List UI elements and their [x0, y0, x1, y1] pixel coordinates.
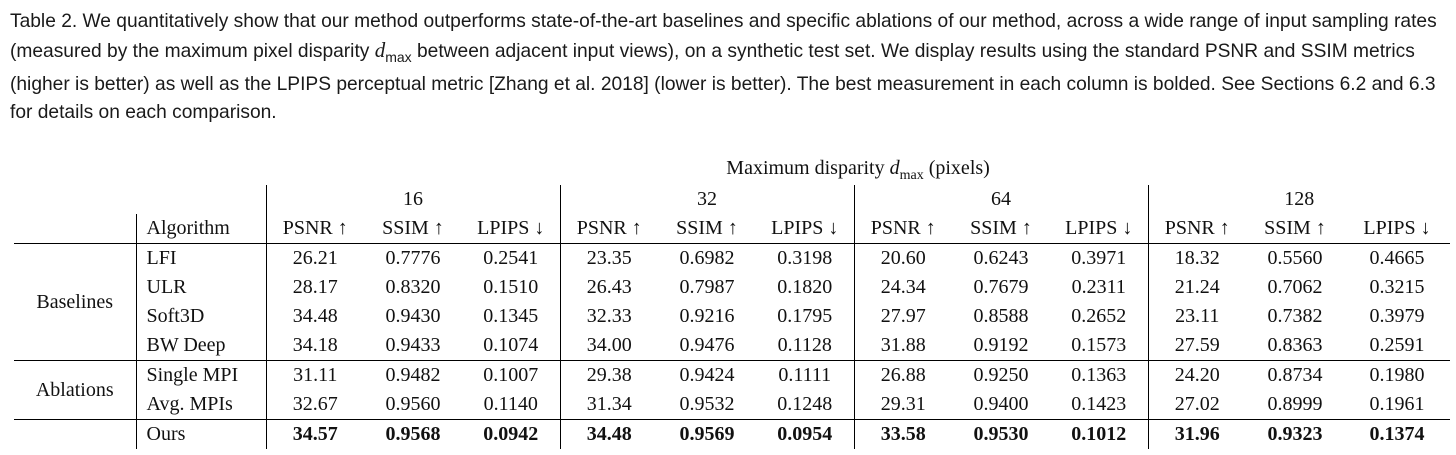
table-row — [14, 390, 1450, 420]
value-cell: 0.5560 — [1246, 244, 1344, 274]
best-value: 0.1012 — [1071, 423, 1127, 445]
metric-header: SSIM ↑ — [382, 217, 444, 239]
value-cell — [756, 420, 854, 450]
value-cell: 0.1074 — [483, 334, 539, 356]
value-cell: 0.1248 — [777, 393, 833, 415]
best-value: 0.9569 — [679, 423, 735, 445]
value-cell: 0.1345 — [483, 305, 539, 327]
value-cell — [1148, 420, 1246, 450]
value-cell: 24.34 — [854, 273, 952, 302]
super-header-sub: max — [899, 168, 924, 183]
value-cell: 0.9424 — [658, 361, 756, 391]
value-cell: 0.1128 — [777, 334, 832, 356]
value-cell: 0.1795 — [777, 305, 833, 327]
super-header-var: d — [889, 157, 900, 179]
value-cell: 0.2541 — [462, 244, 560, 274]
value-cell: 0.4665 — [1344, 244, 1450, 274]
best-value: 0.9323 — [1267, 423, 1323, 445]
value-cell: 0.9192 — [973, 334, 1029, 356]
metric-header: SSIM ↑ — [970, 217, 1032, 239]
value-cell: 0.9216 — [679, 305, 735, 327]
value-cell: 0.8363 — [1267, 334, 1323, 356]
metric-header: LPIPS ↓ — [477, 217, 545, 239]
group-label-ablations: Ablations — [14, 361, 136, 420]
value-cell: 0.1820 — [777, 276, 833, 298]
best-value: 0.0942 — [483, 423, 539, 445]
best-value: 0.1374 — [1369, 423, 1425, 445]
metric-header: LPIPS ↓ — [1065, 217, 1133, 239]
value-cell: 0.1980 — [1344, 361, 1450, 391]
table-row — [14, 244, 1450, 274]
value-cell — [952, 420, 1050, 450]
best-value: 33.58 — [880, 423, 926, 445]
caption-dmax-sub: max — [385, 48, 412, 65]
value-cell: 31.11 — [266, 361, 364, 391]
value-cell: 0.3215 — [1369, 276, 1425, 298]
super-header — [266, 156, 1450, 185]
value-cell: 0.7776 — [364, 244, 462, 274]
table-caption — [10, 8, 1450, 127]
algorithm-cell: Avg. MPIs — [136, 390, 266, 420]
best-value: 34.48 — [586, 423, 632, 445]
value-cell: 0.9430 — [385, 305, 441, 327]
value-cell: 23.11 — [1148, 302, 1246, 331]
value-cell — [658, 420, 756, 450]
best-value: 0.0954 — [777, 423, 833, 445]
value-cell: 0.6243 — [952, 244, 1050, 274]
value-cell: 23.35 — [560, 244, 658, 274]
value-cell: 27.59 — [1148, 331, 1246, 361]
metric-header: SSIM ↑ — [1264, 217, 1326, 239]
results-table-wrap — [14, 156, 1448, 449]
value-cell: 0.1140 — [483, 393, 538, 415]
value-cell — [266, 420, 364, 450]
results-table — [14, 156, 1450, 449]
value-cell: 0.1961 — [1369, 393, 1425, 415]
value-cell: 26.43 — [560, 273, 658, 302]
metric-header-row — [14, 214, 1450, 244]
algorithm-cell: BW Deep — [136, 331, 266, 361]
value-cell — [560, 420, 658, 450]
value-cell: 0.8999 — [1267, 393, 1323, 415]
group-label-baselines: Baselines — [14, 244, 136, 361]
value-cell: 0.1510 — [483, 276, 539, 298]
value-cell: 20.60 — [854, 244, 952, 274]
group-label-empty — [14, 420, 136, 450]
table-row — [14, 331, 1450, 361]
value-cell: 18.32 — [1148, 244, 1246, 274]
metric-header: SSIM ↑ — [676, 217, 738, 239]
value-cell: 0.7382 — [1267, 305, 1323, 327]
value-cell: 27.02 — [1148, 390, 1246, 420]
best-value: 0.9568 — [385, 423, 441, 445]
table-body — [14, 244, 1450, 450]
value-cell: 0.9433 — [385, 334, 441, 356]
value-cell: 26.21 — [266, 244, 364, 274]
algorithm-cell: ULR — [136, 273, 266, 302]
value-cell: 0.9476 — [679, 334, 735, 356]
algorithm-cell: Ours — [136, 420, 266, 450]
value-cell: 0.9482 — [364, 361, 462, 391]
super-header-suffix: (pixels) — [923, 157, 990, 179]
value-cell: 0.1111 — [756, 361, 854, 391]
value-cell: 0.3979 — [1369, 305, 1425, 327]
value-cell: 0.7987 — [679, 276, 735, 298]
disparity-header-row — [14, 185, 1450, 214]
best-value: 31.96 — [1174, 423, 1220, 445]
value-cell: 0.9560 — [385, 393, 441, 415]
value-cell: 0.2311 — [1071, 276, 1126, 298]
table-row — [14, 361, 1450, 391]
metric-header: PSNR ↑ — [854, 214, 952, 244]
value-cell — [1050, 420, 1148, 450]
super-header-prefix: Maximum disparity — [726, 157, 890, 179]
value-cell: 0.7679 — [973, 276, 1029, 298]
metric-header: PSNR ↑ — [266, 214, 364, 244]
value-cell: 0.8588 — [973, 305, 1029, 327]
value-cell — [1246, 420, 1344, 450]
caption-text-1: Table 2. We quantitatively show that our method outperforms state-of-the-art baselines and specific ablations of our method, across a wide range of input sampling rates (measured by the maximum pixel disparity — [10, 11, 1437, 62]
algorithm-cell: LFI — [136, 244, 266, 274]
value-cell: 0.1363 — [1050, 361, 1148, 391]
disparity-128: 128 — [1148, 185, 1450, 214]
value-cell: 31.34 — [560, 390, 658, 420]
value-cell: 32.67 — [266, 390, 364, 420]
value-cell: 24.20 — [1148, 361, 1246, 391]
value-cell: 0.9532 — [679, 393, 735, 415]
disparity-32: 32 — [560, 185, 854, 214]
table-row — [14, 273, 1450, 302]
value-cell: 0.6982 — [658, 244, 756, 274]
metric-header: PSNR ↑ — [560, 214, 658, 244]
value-cell — [1344, 420, 1450, 450]
caption-text-2: between adjacent input views), on a synthetic test set. We display results using the standard PSNR and SSIM metrics (higher is better) as well as the LPIPS perceptual metric [Zhang et al. 2018] (lower is better). The best measurement in each column is bolded. See Sections 6.2 and 6.3 for details on each comparison. — [10, 41, 1436, 123]
super-header-row — [14, 156, 1450, 185]
value-cell — [364, 420, 462, 450]
value-cell: 0.2591 — [1369, 334, 1425, 356]
value-cell: 0.9400 — [973, 393, 1029, 415]
value-cell: 28.17 — [266, 273, 364, 302]
value-cell: 26.88 — [854, 361, 952, 391]
value-cell: 32.33 — [560, 302, 658, 331]
disparity-16: 16 — [266, 185, 560, 214]
disparity-64: 64 — [854, 185, 1148, 214]
value-cell — [462, 420, 560, 450]
algorithm-cell: Soft3D — [136, 302, 266, 331]
value-cell: 29.31 — [854, 390, 952, 420]
metric-header: LPIPS ↓ — [771, 217, 839, 239]
value-cell: 0.7062 — [1267, 276, 1323, 298]
value-cell: 0.2652 — [1071, 305, 1127, 327]
value-cell: 0.1007 — [462, 361, 560, 391]
best-value: 34.57 — [292, 423, 338, 445]
value-cell — [854, 420, 952, 450]
value-cell: 34.18 — [266, 331, 364, 361]
value-cell: 0.9250 — [952, 361, 1050, 391]
value-cell: 29.38 — [560, 361, 658, 391]
metric-header: LPIPS ↓ — [1363, 217, 1431, 239]
value-cell: 34.00 — [560, 331, 658, 361]
value-cell: 21.24 — [1148, 273, 1246, 302]
value-cell: 0.8320 — [385, 276, 441, 298]
value-cell: 0.1423 — [1071, 393, 1127, 415]
value-cell: 0.3971 — [1050, 244, 1148, 274]
algorithm-cell: Single MPI — [136, 361, 266, 391]
table-row — [14, 420, 1450, 450]
value-cell: 0.8734 — [1246, 361, 1344, 391]
algorithm-header: Algorithm — [136, 214, 266, 244]
value-cell: 0.1573 — [1071, 334, 1127, 356]
metric-header: PSNR ↑ — [1148, 214, 1246, 244]
value-cell: 0.3198 — [756, 244, 854, 274]
best-value: 0.9530 — [973, 423, 1029, 445]
caption-dmax-var: d — [374, 38, 386, 62]
value-cell: 34.48 — [266, 302, 364, 331]
value-cell: 31.88 — [854, 331, 952, 361]
value-cell: 27.97 — [854, 302, 952, 331]
table-row — [14, 302, 1450, 331]
